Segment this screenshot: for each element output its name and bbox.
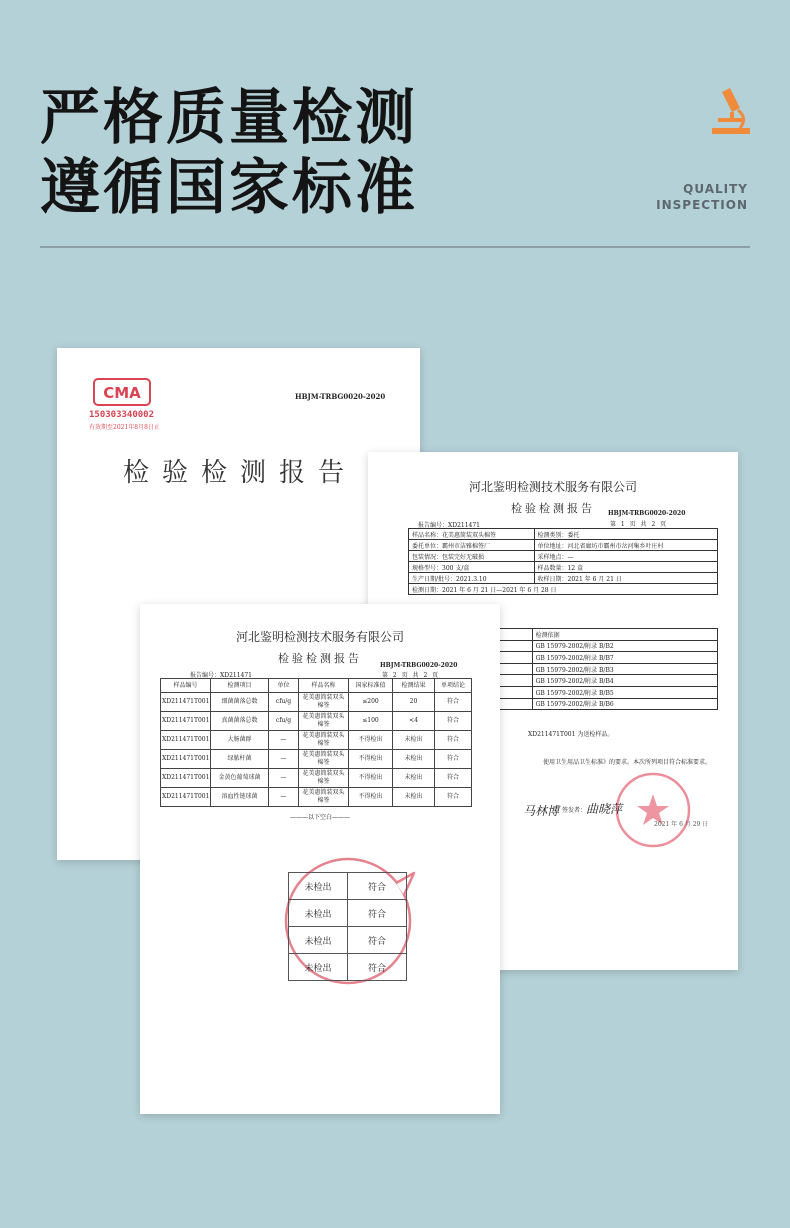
- info-cell: 样品数量：12 盒: [534, 562, 717, 573]
- cell: cfu/g: [269, 712, 299, 731]
- cell: 不得检出: [349, 788, 393, 807]
- cell: 20: [393, 693, 435, 712]
- cell: 未检出: [393, 769, 435, 788]
- header-divider: [40, 246, 750, 248]
- col-header: 样品名称: [299, 679, 349, 693]
- info-cell: 检测日期：2021 年 6 月 21 日—2021 年 6 月 28 日: [409, 584, 718, 595]
- issuer-signature: 曲晓萍: [586, 802, 623, 816]
- zoom-cell: 符合: [348, 900, 407, 927]
- page-number: 第 2 页 共 2 页: [382, 672, 439, 679]
- cell: <4: [393, 712, 435, 731]
- table-row: [161, 693, 472, 712]
- info-cell: 委托单位：霸州市洁雅棉签厂: [409, 540, 535, 551]
- info-cell: 样品名称：花美惠简装双头棉签: [409, 529, 535, 540]
- cell: XD211471T001: [161, 750, 211, 769]
- info-cell: 采样地点：—: [534, 551, 717, 562]
- cell: 不得检出: [349, 750, 393, 769]
- headline-line-1: 严格质量检测: [40, 83, 418, 153]
- cell: 花美惠简装双头棉签: [299, 731, 349, 750]
- zoom-cell: 符合: [348, 927, 407, 954]
- info-cell: 检测类别：委托: [534, 529, 717, 540]
- cell: ≤100: [349, 712, 393, 731]
- info-cell: 规格型号：300 支/盒: [409, 562, 535, 573]
- badge-inspection: INSPECTION: [656, 198, 748, 212]
- cma-valid-date: 有效期至2021年8月8日止: [89, 424, 160, 431]
- col-header: 样品编号: [161, 679, 211, 693]
- report-code: HBJM-TRBG0020-2020: [608, 510, 686, 517]
- issue-date: 2021 年 6 月 29 日: [654, 821, 709, 828]
- cell: 花美惠简装双头棉签: [299, 788, 349, 807]
- info-cell: 单位地址：河北省廊坊市霸州市岔河集乡叶庄村: [534, 540, 717, 551]
- cell: XD211471T001: [161, 731, 211, 750]
- cell: 不得检出: [349, 769, 393, 788]
- cell: 未检出: [393, 731, 435, 750]
- cell: —: [269, 788, 299, 807]
- cell: cfu/g: [269, 693, 299, 712]
- basis-cell: GB 15979-2002/附录 B/B6: [532, 698, 717, 710]
- cell: —: [269, 750, 299, 769]
- col-header: 单位: [269, 679, 299, 693]
- cell: 金黄色葡萄球菌: [211, 769, 269, 788]
- cell: 不得检出: [349, 731, 393, 750]
- zoom-cell: 未检出: [289, 873, 348, 900]
- basis-cell: GB 15979-2002/附录 B/B7: [532, 652, 717, 664]
- basis-cell: GB 15979-2002/附录 B/B4: [532, 675, 717, 687]
- basis-cell: GB 15979-2002/附录 B/B5: [532, 686, 717, 698]
- info-cell: 包装情况：包装完好无破损: [409, 551, 535, 562]
- cell: —: [269, 731, 299, 750]
- table-row: [161, 750, 472, 769]
- report-title: 检验检测报告: [278, 652, 362, 665]
- col-header: 单项结论: [435, 679, 472, 693]
- cell: 未检出: [393, 750, 435, 769]
- official-seal: [613, 770, 693, 850]
- cell: 细菌菌落总数: [211, 693, 269, 712]
- cell: 花美惠简装双头棉签: [299, 769, 349, 788]
- report-number: 报告编号：XD211471: [190, 672, 252, 679]
- cell: ≤200: [349, 693, 393, 712]
- issuer-label: 签发者：: [562, 807, 587, 814]
- cell: 符合: [435, 731, 472, 750]
- cell: —: [269, 769, 299, 788]
- report-cover-title: 检验检测报告: [123, 458, 358, 488]
- cell: 真菌菌落总数: [211, 712, 269, 731]
- report-page-2: [140, 604, 500, 1114]
- basis-cell: GB 15979-2002/附录 B/B2: [532, 640, 717, 652]
- basis-header: 检测依据: [532, 629, 717, 641]
- blank-below-mark: ———以下空白———: [289, 814, 350, 821]
- col-header: 国家标准值: [349, 679, 393, 693]
- company-name: 河北鉴明检测技术服务有限公司: [235, 630, 404, 644]
- cell: 花美惠简装双头棉签: [299, 693, 349, 712]
- table-row: [161, 712, 472, 731]
- cell: 溶血性链球菌: [211, 788, 269, 807]
- info-cell: 收样日期：2021 年 6 月 21 日: [534, 573, 717, 584]
- cell: 绿脓杆菌: [211, 750, 269, 769]
- cell: 符合: [435, 788, 472, 807]
- zoom-table: [288, 872, 407, 981]
- cell: 花美惠简装双头棉签: [299, 750, 349, 769]
- info-cell: 生产日期/批号：2021.3.10: [409, 573, 535, 584]
- page-number: 第 1 页 共 2 页: [610, 521, 667, 528]
- microscope-icon: [708, 84, 754, 136]
- badge-quality: QUALITY: [683, 182, 748, 196]
- report-number: 报告编号：XD211471: [418, 522, 480, 529]
- cell: XD211471T001: [161, 693, 211, 712]
- report-code: HBJM-TRBG0020-2020: [295, 392, 386, 401]
- report-code: HBJM-TRBG0020-2020: [380, 662, 458, 669]
- zoom-cell: 未检出: [289, 954, 348, 981]
- table-row: [161, 769, 472, 788]
- cell: 大肠菌群: [211, 731, 269, 750]
- headline-line-2: 遵循国家标准: [40, 153, 418, 223]
- conclusion-note: 使用卫生用品卫生标准》的要求。本次所列项目符合标准要求。: [543, 759, 712, 766]
- cell: 符合: [435, 769, 472, 788]
- basis-cell: GB 15979-2002/附录 B/B3: [532, 663, 717, 675]
- zoom-cell: 符合: [348, 954, 407, 981]
- cma-logo: [93, 378, 151, 406]
- cell: 符合: [435, 750, 472, 769]
- sample-info-table: [408, 528, 718, 595]
- col-header: 检测结果: [393, 679, 435, 693]
- svg-text:CMA: CMA: [103, 384, 141, 402]
- zoom-cell: 未检出: [289, 900, 348, 927]
- inspector-signature: 马林博: [523, 804, 560, 818]
- report-title: 检验检测报告: [511, 502, 595, 515]
- company-name: 河北鉴明检测技术服务有限公司: [468, 480, 637, 494]
- table-row: [161, 788, 472, 807]
- cell: 符合: [435, 712, 472, 731]
- table-row: [161, 731, 472, 750]
- results-table: [160, 678, 472, 807]
- cell: XD211471T001: [161, 769, 211, 788]
- cma-number: 150303340002: [89, 410, 155, 420]
- cell: 未检出: [393, 788, 435, 807]
- cell: XD211471T001: [161, 712, 211, 731]
- sample-note: XD211471T001 为送检样品。: [528, 731, 614, 738]
- cell: 符合: [435, 693, 472, 712]
- cell: XD211471T001: [161, 788, 211, 807]
- cell: 花美惠简装双头棉签: [299, 712, 349, 731]
- zoom-cell: 符合: [348, 873, 407, 900]
- zoom-cell: 未检出: [289, 927, 348, 954]
- col-header: 检测项目: [211, 679, 269, 693]
